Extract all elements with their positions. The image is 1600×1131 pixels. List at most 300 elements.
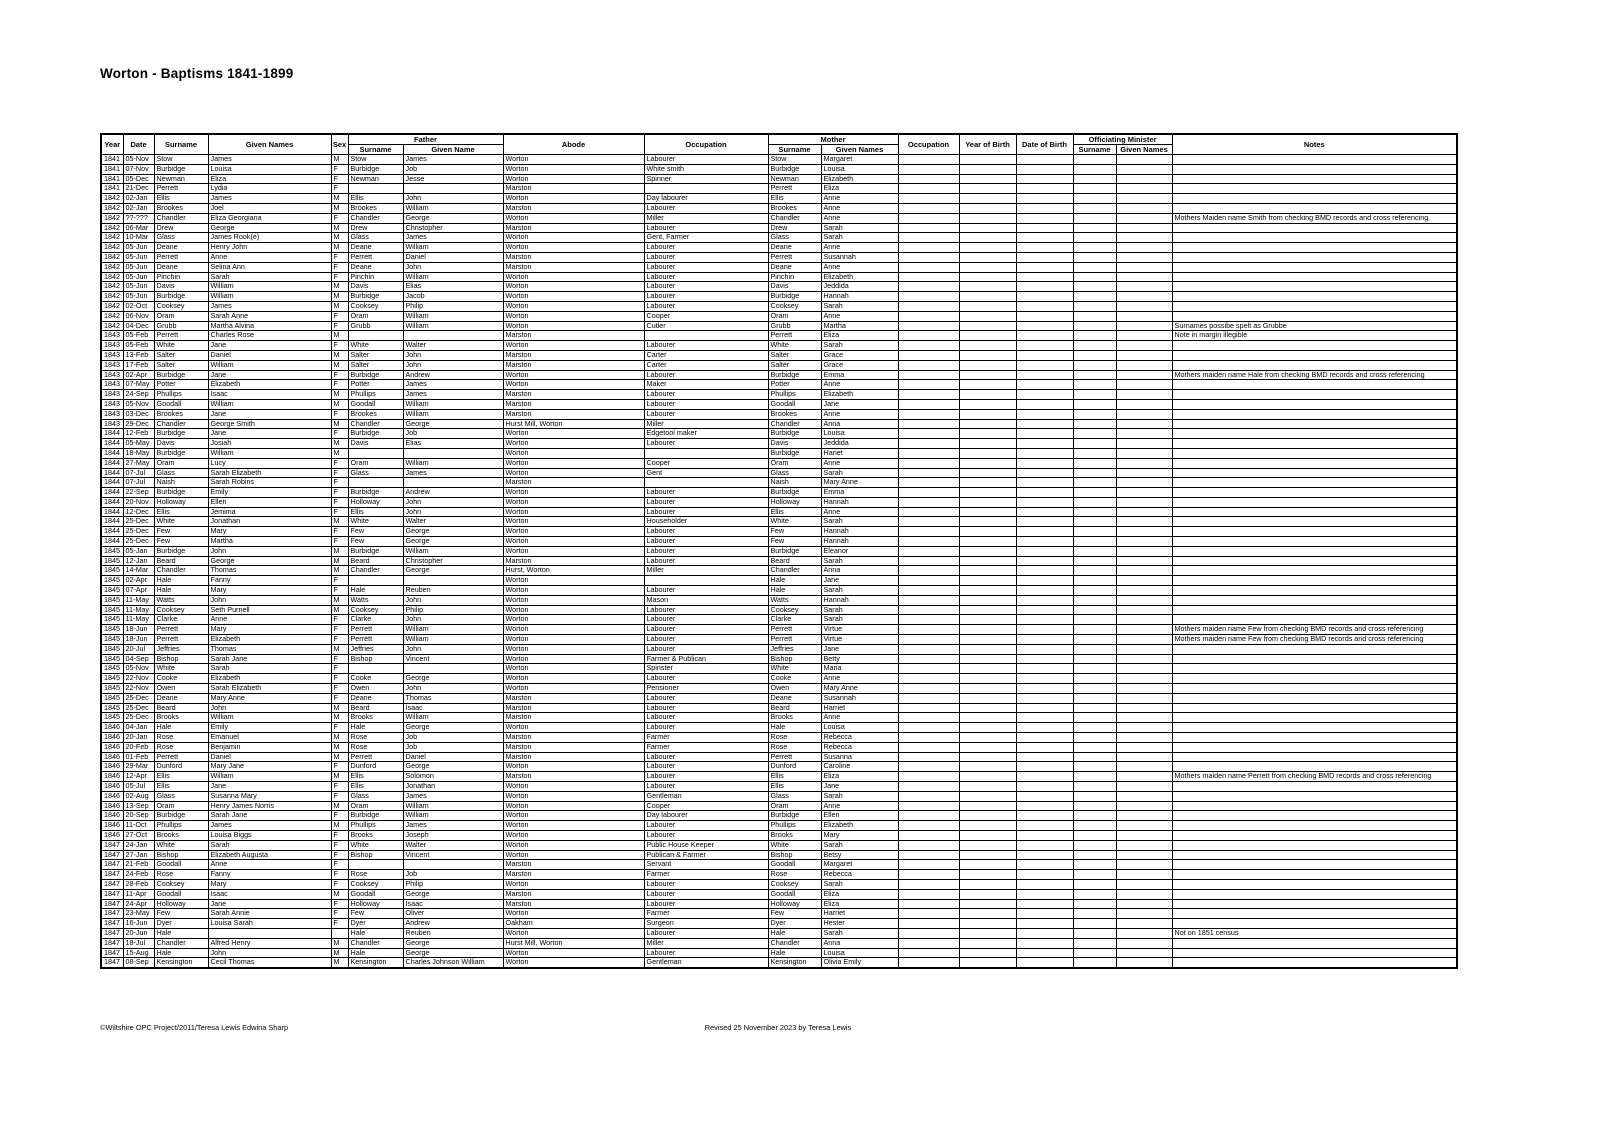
cell-mother_surname: Cooke [768,674,821,684]
cell-sex: F [331,870,348,880]
cell-surname: Chandler [154,213,208,223]
cell-abode: Marston [503,478,644,488]
cell-notes [1172,644,1457,654]
cell-abode: Worton [503,272,644,282]
cell-given_names: Anne [208,252,331,262]
cell-father_given_name: Job [403,870,503,880]
cell-abode: Marston [503,693,644,703]
cell-date: 06-Mar [123,223,154,233]
cell-father_given_name: James [403,468,503,478]
cell-year: 1847 [101,899,123,909]
cell-father_surname: Davis [348,282,403,292]
cell-notes [1172,762,1457,772]
cell-surname: Clarke [154,615,208,625]
cell-mother_occupation [898,899,959,909]
cell-minister_given_names [1116,468,1172,478]
cell-date_of_birth [1016,938,1073,948]
cell-minister_given_names [1116,184,1172,194]
cell-minister_given_names [1116,830,1172,840]
cell-year_of_birth [959,458,1016,468]
cell-mother_given_names: Jane [821,576,898,586]
cell-abode: Worton [503,458,644,468]
table-row [101,233,1457,243]
cell-minister_given_names [1116,331,1172,341]
cell-abode: Worton [503,811,644,821]
cell-father_given_name: Philip [403,301,503,311]
cell-occupation: Labourer [644,586,768,596]
table-row [101,429,1457,439]
cell-mother_occupation [898,282,959,292]
cell-minister_given_names [1116,448,1172,458]
cell-father_given_name: Isaac [403,899,503,909]
cell-given_names: Isaac [208,889,331,899]
cell-father_given_name: Oliver [403,909,503,919]
cell-father_given_name: Job [403,733,503,743]
cell-minister_given_names [1116,684,1172,694]
cell-abode: Marston [503,399,644,409]
cell-abode: Marston [503,223,644,233]
cell-given_names: William [208,360,331,370]
cell-surname: Perrett [154,252,208,262]
cell-minister_surname [1073,311,1116,321]
cell-surname: Beard [154,556,208,566]
cell-mother_given_names: Susannah [821,252,898,262]
cell-year_of_birth [959,488,1016,498]
cell-date_of_birth [1016,174,1073,184]
cell-sex: F [331,674,348,684]
cell-abode: Marston [503,262,644,272]
cell-year_of_birth [959,174,1016,184]
cell-occupation [644,478,768,488]
cell-minister_surname [1073,870,1116,880]
cell-date_of_birth [1016,752,1073,762]
cell-surname: Hale [154,586,208,596]
cell-surname: Hale [154,928,208,938]
cell-notes [1172,272,1457,282]
cell-sex: M [331,733,348,743]
cell-year_of_birth [959,752,1016,762]
cell-notes [1172,380,1457,390]
cell-mother_given_names: Sarah [821,556,898,566]
cell-minister_surname [1073,811,1116,821]
cell-mother_given_names: Jeddida [821,439,898,449]
cell-father_given_name: William [403,321,503,331]
cell-year: 1844 [101,488,123,498]
cell-minister_surname [1073,360,1116,370]
cell-year_of_birth [959,703,1016,713]
cell-year_of_birth [959,684,1016,694]
cell-mother_surname: Burbidge [768,292,821,302]
cell-abode: Worton [503,380,644,390]
cell-date: 25-Dec [123,537,154,547]
cell-father_surname: Goodall [348,889,403,899]
cell-year: 1844 [101,448,123,458]
cell-occupation: Labourer [644,527,768,537]
cell-minister_surname [1073,733,1116,743]
cell-date_of_birth [1016,507,1073,517]
cell-father_given_name: William [403,811,503,821]
cell-notes [1172,184,1457,194]
cell-abode: Marston [503,390,644,400]
cell-date: 12-Jan [123,556,154,566]
cell-father_surname: Brooks [348,830,403,840]
cell-mother_surname: Glass [768,468,821,478]
cell-surname: Pinchin [154,272,208,282]
cell-father_given_name: William [403,713,503,723]
cell-notes [1172,439,1457,449]
cell-father_surname: White [348,840,403,850]
cell-date: 12-Feb [123,429,154,439]
cell-mother_surname: Newman [768,174,821,184]
cell-notes [1172,889,1457,899]
cell-sex: M [331,801,348,811]
cell-father_surname: Oram [348,458,403,468]
cell-date_of_birth [1016,742,1073,752]
cell-father_given_name: John [403,262,503,272]
cell-minister_given_names [1116,390,1172,400]
cell-father_surname: Brooks [348,713,403,723]
table-row [101,664,1457,674]
cell-given_names: John [208,546,331,556]
cell-mother_given_names: Grace [821,360,898,370]
cell-minister_surname [1073,625,1116,635]
table-row [101,331,1457,341]
cell-year_of_birth [959,889,1016,899]
cell-date: 20-Jul [123,644,154,654]
cell-year_of_birth [959,390,1016,400]
table-row [101,586,1457,596]
cell-year: 1844 [101,517,123,527]
col-header-mother-given-names: Given Names [821,145,898,155]
cell-given_names: Sarah Annie [208,909,331,919]
cell-year_of_birth [959,948,1016,958]
cell-father_given_name: George [403,537,503,547]
cell-minister_given_names [1116,752,1172,762]
cell-abode: Worton [503,723,644,733]
cell-sex: M [331,399,348,409]
cell-notes: Surnames possibe spelt as Grubbe [1172,321,1457,331]
cell-abode: Worton [503,625,644,635]
cell-occupation: Labourer [644,488,768,498]
cell-father_surname [348,664,403,674]
cell-sex: M [331,390,348,400]
table-row [101,507,1457,517]
cell-given_names: Anne [208,615,331,625]
cell-date_of_birth [1016,478,1073,488]
cell-year: 1842 [101,194,123,204]
cell-minister_surname [1073,164,1116,174]
cell-mother_given_names: Anne [821,801,898,811]
cell-father_given_name: John [403,194,503,204]
cell-sex: F [331,664,348,674]
cell-date: 20-Sep [123,811,154,821]
cell-year: 1846 [101,821,123,831]
table-row [101,625,1457,635]
cell-father_given_name: Daniel [403,752,503,762]
table-row [101,605,1457,615]
cell-mother_surname: Burbidge [768,488,821,498]
cell-date: 04-Sep [123,654,154,664]
cell-year: 1843 [101,380,123,390]
cell-year_of_birth [959,723,1016,733]
cell-minister_surname [1073,439,1116,449]
cell-father_given_name: William [403,203,503,213]
cell-abode: Marston [503,252,644,262]
table-row [101,889,1457,899]
cell-minister_surname [1073,752,1116,762]
cell-date: 27-Jan [123,850,154,860]
cell-minister_given_names [1116,566,1172,576]
cell-date: 25-Dec [123,527,154,537]
cell-year: 1845 [101,605,123,615]
cell-father_given_name: William [403,625,503,635]
cell-father_surname: Burbidge [348,488,403,498]
cell-abode: Worton [503,615,644,625]
cell-year_of_birth [959,811,1016,821]
cell-minister_given_names [1116,791,1172,801]
cell-mother_surname: White [768,341,821,351]
cell-father_given_name: Reuben [403,586,503,596]
cell-mother_surname: Brooks [768,713,821,723]
cell-mother_surname: Goodall [768,860,821,870]
cell-mother_given_names: Harriet [821,703,898,713]
cell-minister_given_names [1116,233,1172,243]
cell-sex: M [331,595,348,605]
cell-mother_given_names: Sarah [821,301,898,311]
cell-mother_given_names: Anna [821,566,898,576]
cell-date_of_birth [1016,821,1073,831]
table-row [101,311,1457,321]
cell-mother_given_names: Margaret [821,860,898,870]
table-row [101,821,1457,831]
cell-mother_surname: Salter [768,350,821,360]
cell-minister_given_names [1116,605,1172,615]
cell-abode: Worton [503,840,644,850]
cell-mother_given_names: Eliza [821,889,898,899]
cell-mother_given_names: Harriet [821,909,898,919]
cell-father_given_name: Vincent [403,850,503,860]
cell-father_given_name: James [403,380,503,390]
cell-mother_given_names: Anne [821,262,898,272]
cell-date: 18-Jul [123,938,154,948]
cell-occupation: Labourer [644,693,768,703]
cell-notes [1172,791,1457,801]
table-row [101,742,1457,752]
cell-sex: M [331,360,348,370]
cell-occupation: Labourer [644,830,768,840]
cell-abode: Marston [503,331,644,341]
table-row [101,419,1457,429]
cell-date: 05-May [123,439,154,449]
cell-mother_occupation [898,252,959,262]
col-header-father-given-name: Given Name [403,145,503,155]
cell-given_names: John [208,948,331,958]
cell-minister_given_names [1116,909,1172,919]
cell-sex: M [331,605,348,615]
cell-mother_surname: White [768,664,821,674]
cell-occupation: Miller [644,419,768,429]
cell-minister_given_names [1116,850,1172,860]
cell-date: 05-Nov [123,664,154,674]
cell-sex: M [331,566,348,576]
cell-mother_surname: Chandler [768,938,821,948]
table-row [101,194,1457,204]
cell-date_of_birth [1016,537,1073,547]
cell-minister_surname [1073,635,1116,645]
cell-mother_occupation [898,488,959,498]
cell-minister_given_names [1116,889,1172,899]
cell-occupation: Farmer & Publican [644,654,768,664]
cell-date_of_birth [1016,252,1073,262]
cell-occupation [644,331,768,341]
cell-surname: Oram [154,801,208,811]
cell-mother_surname: Burbidge [768,429,821,439]
cell-year: 1845 [101,713,123,723]
cell-mother_given_names: Mary Anne [821,684,898,694]
cell-father_given_name: Thomas [403,693,503,703]
cell-minister_given_names [1116,586,1172,596]
cell-mother_occupation [898,879,959,889]
cell-notes [1172,850,1457,860]
cell-father_given_name: Walter [403,840,503,850]
cell-given_names: Sarah Jane [208,811,331,821]
cell-father_given_name: John [403,507,503,517]
cell-minister_given_names [1116,301,1172,311]
table-row [101,762,1457,772]
cell-surname: White [154,517,208,527]
cell-date: 02-Aug [123,791,154,801]
cell-sex: M [331,703,348,713]
cell-mother_surname: Owen [768,684,821,694]
cell-mother_occupation [898,546,959,556]
cell-sex: F [331,429,348,439]
table-row [101,272,1457,282]
cell-year: 1846 [101,801,123,811]
cell-sex: F [331,860,348,870]
cell-sex: F [331,586,348,596]
cell-mother_given_names: Susannah [821,693,898,703]
cell-father_surname: Cooksey [348,605,403,615]
col-header-date-of-birth: Date of Birth [1016,134,1073,155]
cell-abode: Hurst Mill, Worton [503,419,644,429]
cell-date_of_birth [1016,870,1073,880]
cell-date: 11-Oct [123,821,154,831]
cell-year: 1844 [101,527,123,537]
cell-minister_surname [1073,546,1116,556]
table-row [101,537,1457,547]
cell-notes [1172,919,1457,929]
cell-notes: Mothers maiden name Few from checking BMD records and cross referencing [1172,625,1457,635]
cell-date_of_birth [1016,546,1073,556]
cell-date_of_birth [1016,262,1073,272]
cell-surname: Ellis [154,772,208,782]
cell-father_given_name: Charles Johnson William [403,958,503,968]
cell-date: 05-Nov [123,399,154,409]
cell-father_surname: Clarke [348,615,403,625]
cell-minister_given_names [1116,615,1172,625]
cell-date_of_birth [1016,586,1073,596]
cell-father_surname: Drew [348,223,403,233]
cell-year: 1847 [101,870,123,880]
cell-notes [1172,458,1457,468]
cell-date_of_birth [1016,184,1073,194]
cell-minister_surname [1073,517,1116,527]
col-header-mother-occupation: Occupation [898,134,959,155]
cell-notes: Note in margin illegible [1172,331,1457,341]
cell-minister_surname [1073,370,1116,380]
cell-occupation: Cooper [644,311,768,321]
cell-year_of_birth [959,830,1016,840]
cell-abode: Worton [503,527,644,537]
cell-given_names: John [208,595,331,605]
cell-year_of_birth [959,821,1016,831]
cell-mother_occupation [898,497,959,507]
cell-father_surname: Pinchin [348,272,403,282]
cell-date: 18-Jun [123,635,154,645]
cell-mother_given_names: Betsy [821,850,898,860]
cell-surname: Goodall [154,860,208,870]
cell-mother_given_names: Grace [821,350,898,360]
cell-date: 12-Dec [123,507,154,517]
cell-year: 1844 [101,458,123,468]
cell-date: 02-Jan [123,194,154,204]
cell-given_names: Henry James Norris [208,801,331,811]
cell-abode: Worton [503,928,644,938]
cell-abode: Marston [503,203,644,213]
cell-mother_occupation [898,155,959,165]
cell-year_of_birth [959,223,1016,233]
cell-notes [1172,301,1457,311]
cell-given_names: Mary [208,527,331,537]
cell-surname: Deane [154,262,208,272]
cell-sex: F [331,478,348,488]
cell-sex: M [331,938,348,948]
cell-minister_surname [1073,448,1116,458]
cell-abode: Worton [503,213,644,223]
cell-father_surname: Phullips [348,390,403,400]
col-header-given-names: Given Names [208,134,331,155]
cell-date: 13-Feb [123,350,154,360]
cell-given_names: Cecil Thomas [208,958,331,968]
cell-abode: Worton [503,341,644,351]
cell-minister_surname [1073,429,1116,439]
cell-abode: Worton [503,243,644,253]
cell-occupation: Pensioner [644,684,768,694]
cell-mother_surname: Chandler [768,213,821,223]
cell-date: 20-Jan [123,733,154,743]
cell-mother_occupation [898,311,959,321]
cell-mother_given_names: Louisa [821,429,898,439]
col-header-minister-surname: Surname [1073,145,1116,155]
cell-minister_surname [1073,331,1116,341]
cell-year: 1847 [101,948,123,958]
cell-occupation: Day labourer [644,194,768,204]
cell-mother_given_names: Sarah [821,615,898,625]
cell-given_names: Louisa Biggs [208,830,331,840]
cell-abode: Worton [503,546,644,556]
cell-mother_occupation [898,713,959,723]
cell-father_given_name: Elias [403,282,503,292]
cell-mother_given_names: Olivia Emily [821,958,898,968]
cell-father_given_name [403,664,503,674]
cell-father_given_name: Walter [403,517,503,527]
cell-date: 07-May [123,380,154,390]
cell-date_of_birth [1016,488,1073,498]
col-header-mother-surname: Surname [768,145,821,155]
cell-year: 1846 [101,791,123,801]
cell-occupation: Labourer [644,762,768,772]
cell-abode: Worton [503,664,644,674]
